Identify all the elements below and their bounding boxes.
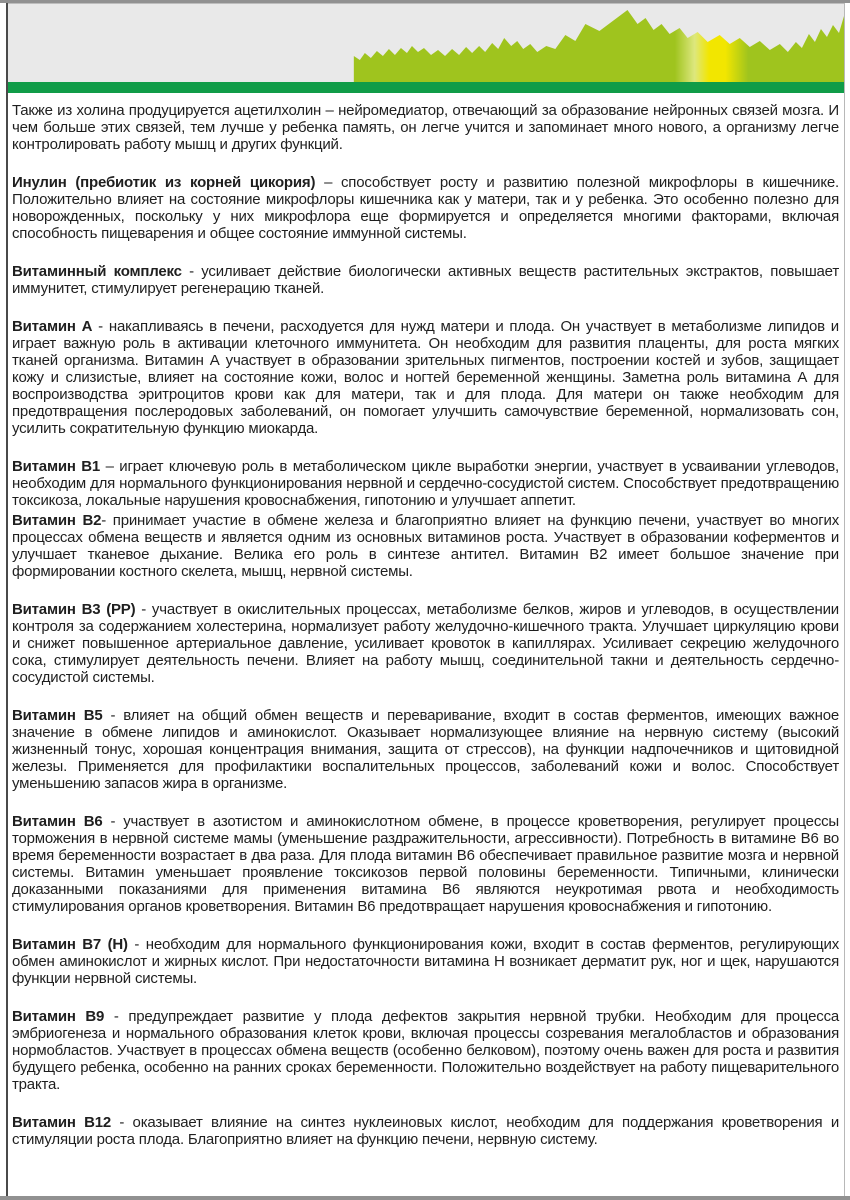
paragraph-body: - влияет на общий обмен веществ и переваривание, входит в состав ферментов, имеющих важное значение в обмене липидов и аминокислот. Оказывает нормализующее влияние на нервную систему (высокий жизненный тонус, хорошая концентрация внимания, защита от стрессов), на функции надпочечников и щитовидной железы. Применяется для профилактики воспалительных процессов, заболеваний кожи и волос. Способствует уменьшению запасов жира в организме. [12,707,839,792]
paragraph-body: - необходим для нормального функционирования кожи, входит в состав ферментов, регулирующих обмен аминокислот и жирных кислот. При недостаточности витамина Н возникает дерматит рук, ног и щек, нарушаются функции нервной системы. [12,936,840,987]
paragraph-lead: Витамин В5 [12,707,103,724]
paragraph-body: - предупреждает развитие у плода дефектов закрытия нервной трубки. Необходим для процесса эмбриогенеза и нормального образования клеток крови, включая процессы созревания мегалобластов и образования нормобластов. Участвует в процессах обмена веществ (особенно белковом), поэтому очень важен для роста и развития будущего ребенка, особенно на ранних сроках беременности. Положительно воздействует на работу пищеварительного тракта. [12,1008,840,1093]
paragraph-vitamin-b3 [12,601,839,686]
scan-edge-bottom [0,1196,850,1200]
paragraph-vitamin-b5 [12,707,839,792]
paragraph-body: - накапливаясь в печени, расходуется для нужд матери и плода. Он участвует в метаболизме липидов и играет важную роль в активации клеточного иммунитета. Он необходим для развития плаценты, для роста мягких тканей организма. Витамин А участвует в образовании зрительных пигментов, построении костей и зубов, защищает кожу и слизистые, влияет на состояние кожи, волос и ногтей беременной женщины. Заметна роль витамина А для воспроизводства эритроцитов крови как для матери, так и для плода. Для матери он также необходим для предотвращения послеродовых заболеваний, он помогает улучшить самочувствие беременной, нормализовать сон, усилить сократительную функцию миокарда. [12,318,839,437]
paragraph-body: - оказывает влияние на синтез нуклеиновых кислот, необходим для поддержания кроветворения и стимуляции роста плода. Благоприятно влияет на функцию печени, нервную систему. [12,1114,839,1148]
paragraph-lead: Витамин В9 [12,1008,105,1025]
header-green-bar [8,82,844,93]
paragraph-vitamin-b7 [12,936,839,987]
paragraph-lead: Витамин В3 (РР) [12,601,136,618]
paragraph-body: – играет ключевую роль в метаболическом цикле выработки энергии, участвует в усваивании углеводов, необходим для нормального функционирования нервной и сердечно-сосудистой систем. Способствует предотвращению токсикоза, локальные нарушения кровоснабжения, гипотонию и улучшает аппетит. [12,458,840,509]
paragraph-body: Также из холина продуцируется ацетилхолин – нейромедиатор, отвечающий за образование нейронных связей мозга. И чем больше этих связей, тем лучше у ребенка память, он легче учится и запоминает много нового, а организму легче контролировать работу мышц и других функций. [12,102,839,153]
paragraph-lead: Витамин В2 [12,512,102,529]
paragraph-choline [12,102,839,153]
paragraph-vitamin-b2 [12,512,839,580]
paragraph-vitamin-complex [12,263,839,297]
paragraph-body: - участвует в азотистом и аминокислотном обмене, в процессе кроветворения, регулирует процессы торможения в нервной системе мамы (уменьшение раздражительности, агрессивности). Потребность в витамине В6 во время беременности возрастает в два раза. Для плода витамин В6 обеспечивает правильное развитие мозга и нервной системы. Витамин уменьшает проявление токсикозов первой половины беременности. Типичными, клинически доказанными показаниями для применения витамина В6 являются неукротимая рвота и необходимость стимулирования органов кроветворения. Витамин В6 предотвращает нарушения кровоснабжения и гипотонию. [12,813,840,915]
paragraph-lead: Витамин В6 [12,813,103,830]
header-banner [8,3,844,93]
leaflet-card [6,3,845,1196]
paragraph-vitamin-b12 [12,1114,839,1148]
paragraph-lead: Витамин А [12,318,93,335]
paragraph-lead: Витамин В1 [12,458,101,475]
paragraph-body: - участвует в окислительных процессах, метаболизме белков, жиров и углеводов, в осуществлении контроля за содержанием холестерина, нормализует работу желудочно-кишечного тракта. Улучшает циркуляцию крови и снижет повышенное артериальное давление, усиливает кровоток в капиллярах. Усиливает секрецию желудочного сока, стимулирует деятельность печени. Влияет на работу мышц, соединительной такни и деятельность сердечно-сосудистой системы. [12,601,839,686]
paragraph-lead: Витамин В7 (Н) [12,936,128,953]
paragraph-vitamin-b1 [12,458,839,509]
paragraph-body: - принимает участие в обмене железа и благоприятно влияет на функцию печени, участвует во многих процессах обмена веществ и является одним из основных витаминов роста. Участвует в образовании коферментов и улучшает тканевое дыхание. Велика его роль в синтезе антител. Витамин В2 имеет большое значение при формировании костного скелета, мышц, нервной системы. [12,512,840,580]
mountain-ridge-icon [8,4,844,93]
paragraph-vitamin-b6 [12,813,839,915]
paragraph-vitamin-b9 [12,1008,839,1093]
paragraph-lead: Витамин В12 [12,1114,112,1131]
paragraph-body: – способствует росту и развитию полезной микрофлоры в кишечнике. Положительно влияет на состояние микрофлоры кишечника как у матери, так и у ребенка. Это особенно полезно для новорожденных, поскольку у них микрофлора еще формируется и определяется многими факторами, включая способность пищеварения и общее состояние иммунной системы. [12,174,839,242]
paragraph-body: - усиливает действие биологически активных веществ растительных экстрактов, повышает иммунитет, стимулирует регенерацию тканей. [12,263,839,297]
paragraph-lead: Инулин (пребиотик из корней цикория) [12,174,316,191]
paragraph-lead: Витаминный комплекс [12,263,182,280]
paragraph-inulin [12,174,839,242]
document-text [8,93,844,1148]
paragraph-vitamin-a [12,318,839,437]
